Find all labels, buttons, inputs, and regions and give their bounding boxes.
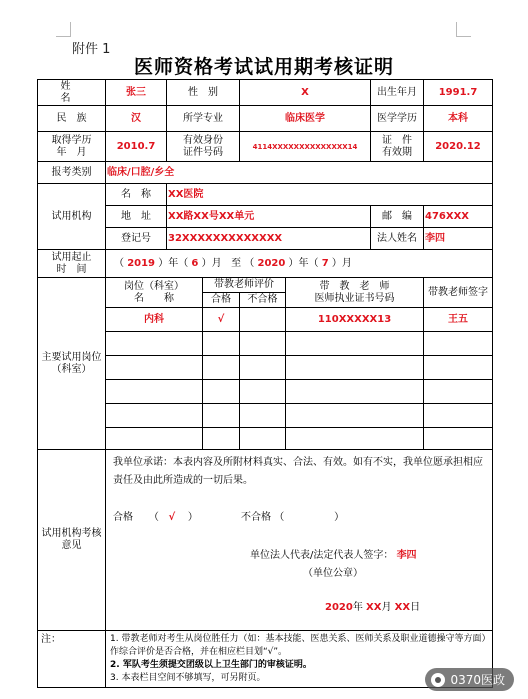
- id-label-line1: 有效身份: [183, 134, 223, 146]
- table-row: [38, 356, 493, 380]
- opinion-rep-value[interactable]: 李四: [396, 550, 417, 561]
- positions-fail-header: 不合格: [240, 293, 286, 308]
- position-fail[interactable]: [240, 404, 286, 428]
- position-sign[interactable]: [424, 428, 493, 450]
- position-fail[interactable]: [240, 308, 286, 332]
- position-pass[interactable]: [203, 428, 240, 450]
- position-fail[interactable]: [240, 356, 286, 380]
- positions-cert-header-line1: 带 教 老 师: [319, 280, 390, 292]
- position-dept[interactable]: [106, 404, 203, 428]
- org-address-label: 地 址: [106, 206, 167, 228]
- major-value[interactable]: 临床医学: [240, 106, 371, 132]
- org-name-label: 名 称: [106, 184, 167, 206]
- position-sign[interactable]: 王五: [424, 308, 493, 332]
- period-end-open: （: [244, 257, 255, 269]
- table-row-blank: [38, 428, 493, 450]
- positions-eval-header: 带教老师评价: [203, 278, 286, 293]
- org-reg-value[interactable]: 32XXXXXXXXXXXXX: [167, 228, 371, 250]
- ethnic-value[interactable]: 汉: [106, 106, 167, 132]
- graduation-label-line1: 取得学历: [51, 134, 92, 146]
- row-org-address: [38, 206, 493, 228]
- org-zip-value[interactable]: 476XXX: [424, 206, 493, 228]
- category-value[interactable]: 临床/口腔/乡全: [106, 162, 493, 184]
- position-sign[interactable]: [424, 380, 493, 404]
- dob-label: 出生年月: [371, 80, 424, 106]
- page-title: 医师资格考试试用期考核证明: [133, 56, 394, 78]
- org-zip-label: 邮 编: [371, 206, 424, 228]
- position-sign[interactable]: [424, 404, 493, 428]
- table-row: [38, 380, 493, 404]
- name-value[interactable]: 张三: [106, 80, 167, 106]
- position-sign[interactable]: [424, 332, 493, 356]
- period-end-close: ）: [288, 257, 299, 269]
- note-item: 1. 带教老师对考生从岗位胜任力（如：基本技能、医患关系、医师关系及职业道德操守等方面）作综合评价是否合格，并在相应栏目划“√”。: [110, 634, 486, 657]
- position-dept[interactable]: [106, 356, 203, 380]
- opinion-cell: [106, 450, 493, 631]
- org-name-value[interactable]: XX医院: [167, 184, 493, 206]
- wechat-icon: [431, 673, 445, 687]
- row-period: [38, 250, 493, 278]
- opinion-pass-close: ）: [187, 512, 198, 523]
- row-org-reg: [38, 228, 493, 250]
- crop-mark-top-left: [56, 22, 71, 37]
- position-dept[interactable]: [106, 332, 203, 356]
- note-item: 2. 军队考生须提交团级以上卫生部门的审核证明。: [110, 660, 312, 670]
- table-row: [38, 404, 493, 428]
- period-start-month[interactable]: 6: [191, 257, 199, 269]
- note-item: 3. 本表栏目空间不够填写，可另附页。: [110, 673, 266, 683]
- opinion-seal: （单位公章）: [303, 568, 363, 579]
- opinion-pass-label: 合格: [113, 512, 133, 523]
- period-month-close: ）: [201, 257, 212, 269]
- opinion-date: [325, 602, 420, 614]
- graduation-label: [38, 132, 106, 162]
- positions-cert-header: [286, 278, 424, 308]
- position-cert[interactable]: [286, 380, 424, 404]
- row-category: [38, 162, 493, 184]
- opinion-pass-open: （: [148, 512, 159, 523]
- graduation-label-line2: 年 月: [56, 146, 87, 158]
- certificate-form-table: [37, 79, 493, 688]
- position-dept[interactable]: [106, 380, 203, 404]
- watermark-text: 0370医政: [450, 673, 505, 687]
- period-start-year[interactable]: 2019: [127, 257, 156, 269]
- row-ethnic: [38, 106, 493, 132]
- row-graduation: [38, 132, 493, 162]
- position-cert[interactable]: [286, 332, 424, 356]
- table-row: [38, 308, 493, 332]
- period-label: [38, 250, 106, 278]
- row-positions-header-1: [38, 278, 493, 293]
- row-org-name: [38, 184, 493, 206]
- attachment-label: 附件 1: [72, 42, 111, 57]
- category-label: 报考类别: [38, 162, 106, 184]
- org-reg-label: 登记号: [106, 228, 167, 250]
- org-legal-value[interactable]: 李四: [424, 228, 493, 250]
- opinion-rep-label: 单位法人代表/法定代表人签字：: [250, 550, 394, 561]
- period-end-month-close: ）: [331, 257, 342, 269]
- opinion-label: 试用机构考核意见: [38, 450, 106, 631]
- gender-value[interactable]: X: [240, 80, 371, 106]
- position-cert[interactable]: [286, 356, 424, 380]
- period-end-month-open: （: [308, 257, 319, 269]
- id-value[interactable]: 4114XXXXXXXXXXXXXX14: [240, 132, 371, 162]
- validity-value[interactable]: 2020.12: [424, 132, 493, 162]
- opinion-date-year[interactable]: 2020: [325, 602, 353, 613]
- notes-label: 注：: [38, 631, 106, 688]
- position-dept[interactable]: 内科: [106, 308, 203, 332]
- position-fail[interactable]: [240, 428, 286, 450]
- opinion-year-unit: 年: [352, 602, 363, 613]
- table-row: [38, 332, 493, 356]
- opinion-date-month[interactable]: XX: [366, 602, 382, 613]
- position-pass[interactable]: [203, 380, 240, 404]
- opinion-representative: [250, 550, 417, 562]
- period-start-close: ）: [158, 257, 169, 269]
- validity-label: [371, 132, 424, 162]
- position-pass[interactable]: [203, 332, 240, 356]
- edu-label: 医学学历: [371, 106, 424, 132]
- org-label: 试用机构: [38, 184, 106, 250]
- period-start-open: （: [114, 257, 124, 269]
- opinion-fail-label: 不合格: [241, 512, 271, 523]
- positions-sign-header: 带教老师签字: [424, 278, 493, 308]
- watermark-badge: [425, 668, 514, 691]
- period-month-open: （: [178, 257, 189, 269]
- id-label: [167, 132, 240, 162]
- row-notes: [38, 631, 493, 688]
- opinion-promise: 我单位承诺：本表内容及所附材料真实、合法、有效。如有不实，我单位愿承担相应责任及由此所造成的一切后果。: [113, 457, 483, 486]
- position-dept[interactable]: [106, 428, 203, 450]
- position-fail[interactable]: [240, 332, 286, 356]
- dob-value[interactable]: 1991.7: [424, 80, 493, 106]
- opinion-pass: [113, 512, 198, 524]
- opinion-fail: [241, 512, 344, 524]
- period-year-unit: 年: [168, 257, 179, 269]
- positions-pass-header: 合格: [203, 293, 240, 308]
- position-pass[interactable]: [203, 356, 240, 380]
- positions-dept-header: [106, 278, 203, 308]
- crop-mark-top-right: [456, 22, 471, 37]
- period-label-line1: 试用起止: [51, 251, 92, 263]
- period-end-month-unit: 月: [341, 257, 352, 269]
- row-opinion: [38, 450, 493, 631]
- position-pass[interactable]: [203, 404, 240, 428]
- name-label: 姓 名: [38, 80, 106, 106]
- opinion-fail-value[interactable]: （ ）: [274, 512, 345, 523]
- opinion-day-unit: 日: [410, 602, 421, 613]
- gender-label: 性 别: [167, 80, 240, 106]
- positions-label: 主要试用岗位（科室）: [38, 278, 106, 450]
- opinion-date-day[interactable]: XX: [394, 602, 411, 613]
- row-name: [38, 80, 493, 106]
- position-cert[interactable]: [286, 428, 424, 450]
- period-end-year-unit: 年: [298, 257, 309, 269]
- org-address-value[interactable]: XX路XX号XX单元: [167, 206, 371, 228]
- position-cert[interactable]: 110XXXXX13: [286, 308, 424, 332]
- edu-value[interactable]: 本科: [424, 106, 493, 132]
- org-legal-label: 法人姓名: [371, 228, 424, 250]
- period-to: 至: [231, 257, 242, 269]
- positions-cert-header-line2: 医师执业证书号码: [314, 292, 395, 304]
- major-label: 所学专业: [167, 106, 240, 132]
- period-label-line2: 时 间: [56, 263, 87, 275]
- ethnic-label: 民 族: [38, 106, 106, 132]
- validity-label-line1: 证 件: [382, 134, 412, 146]
- opinion-month-unit: 月: [381, 602, 392, 613]
- graduation-value[interactable]: 2010.7: [106, 132, 167, 162]
- validity-label-line2: 有效期: [382, 146, 412, 158]
- id-label-line2: 证件号码: [183, 146, 223, 158]
- period-month-unit: 月: [211, 257, 222, 269]
- position-cert[interactable]: [286, 404, 424, 428]
- position-fail[interactable]: [240, 380, 286, 404]
- positions-dept-header-line2: 名 称: [134, 292, 174, 304]
- position-pass[interactable]: √: [203, 308, 240, 332]
- opinion-pass-mark[interactable]: √: [168, 512, 176, 523]
- period-end-month[interactable]: 7: [321, 257, 329, 269]
- position-sign[interactable]: [424, 356, 493, 380]
- positions-dept-header-line1: 岗位（科室）: [124, 280, 184, 292]
- period-end-year[interactable]: 2020: [257, 257, 286, 269]
- period-value: [106, 250, 493, 278]
